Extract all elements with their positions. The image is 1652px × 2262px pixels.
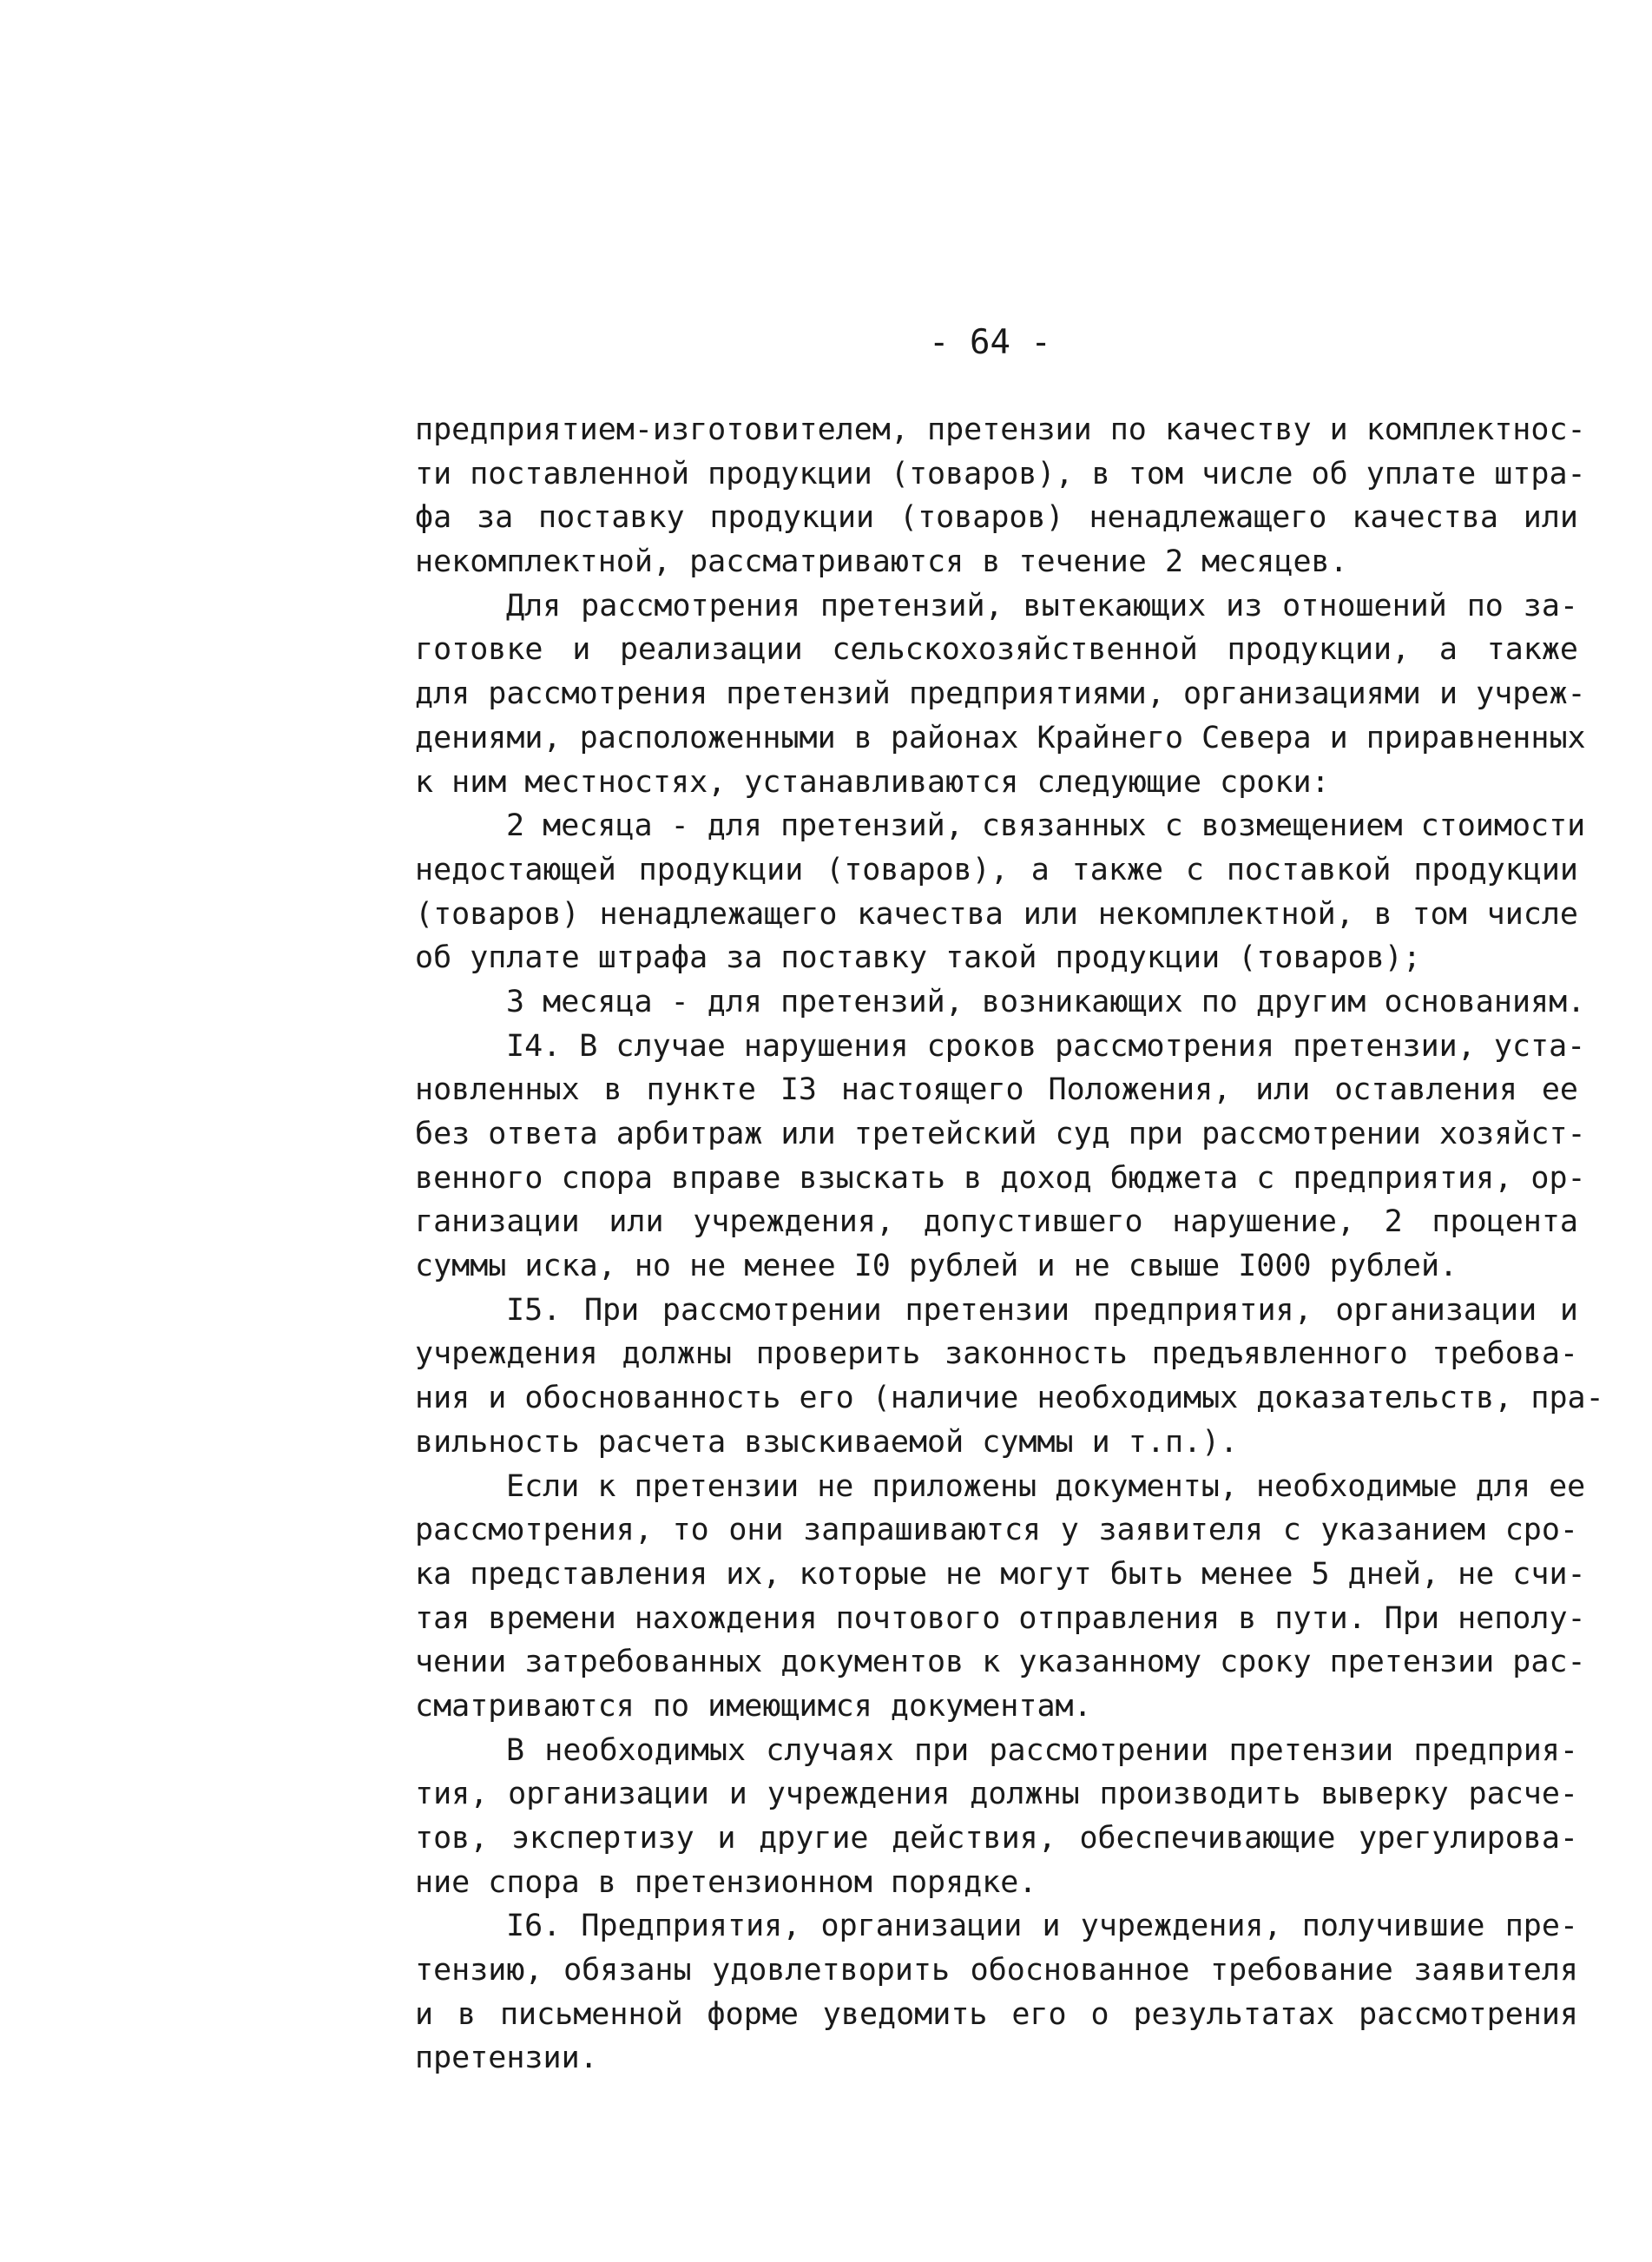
text-line: предприятием-изготовителем, претензии по качеству и комплектнос- <box>415 412 1586 447</box>
text-line: без ответа арбитраж или третейский суд при рассмотрении хозяйст- <box>415 1117 1586 1151</box>
text-line: сматриваются по имеющимся документам. <box>415 1688 1092 1724</box>
text-line: тия, организации и учреждения должны производить выверку расче- <box>415 1777 1578 1812</box>
text-line: тензию, обязаны удовлетворить обоснованное требование заявителя <box>415 1953 1578 1988</box>
page-number: - 64 - <box>929 323 1051 362</box>
text-line: чении затребованных документов к указанному сроку претензии рас- <box>415 1645 1586 1680</box>
text-line: об уплате штрафа за поставку такой продукции (товаров); <box>415 940 1421 976</box>
text-line: и в письменной форме уведомить его о результатах рассмотрения <box>415 1996 1578 2032</box>
text-line: тов, экспертизу и другие действия, обеспечивающие урегулирова- <box>415 1821 1578 1856</box>
text-line: ние спора в претензионном порядке. <box>415 1864 1037 1900</box>
text-line: для рассмотрения претензий предприятиями, организациями и учреж- <box>415 676 1586 712</box>
text-line: претензии. <box>415 2041 598 2076</box>
text-line: готовке и реализации сельскохозяйственной продукции, а также <box>415 632 1578 668</box>
paragraph-first-line: Если к претензии не приложены документы, необходимые для ее <box>506 1468 1586 1504</box>
text-line: ти поставленной продукции (товаров), в том числе об уплате штра- <box>415 456 1586 491</box>
text-line: суммы иска, но не менее I0 рублей и не свыше I000 рублей. <box>415 1249 1458 1284</box>
text-line: учреждения должны проверить законность предъявленного требова- <box>415 1336 1578 1372</box>
section-14-first-line: I4. В случае нарушения сроков рассмотрения претензии, уста- <box>506 1028 1586 1064</box>
text-line: венного спора вправе взыскать в доход бюджета с предприятия, ор- <box>415 1160 1586 1196</box>
text-line: новленных в пункте I3 настоящего Положения, или оставления ее <box>415 1072 1578 1108</box>
section-15-first-line: I5. При рассмотрении претензии предприятия, организации и <box>506 1292 1578 1328</box>
paragraph-first-line: Для рассмотрения претензий, вытекающих из отношений по за- <box>506 588 1578 623</box>
text-line: вильность расчета взыскиваемой суммы и т.п.). <box>415 1424 1239 1460</box>
text-line: дениями, расположенными в районах Крайнего Севера и приравненных <box>415 720 1586 755</box>
text-line: рассмотрения, то они запрашиваются у заявителя с указанием сро- <box>415 1513 1578 1548</box>
text-line: фа за поставку продукции (товаров) ненадлежащего качества или <box>415 500 1578 536</box>
paragraph-first-line: 2 месяца - для претензий, связанных с возмещением стоимости <box>506 808 1586 844</box>
section-16-first-line: I6. Предприятия, организации и учреждения, получившие пре- <box>506 1909 1578 1944</box>
text-line: ганизации или учреждения, допустившего нарушение, 2 процента <box>415 1204 1578 1240</box>
paragraph-first-line: В необходимых случаях при рассмотрении претензии предприя- <box>506 1732 1578 1768</box>
paragraph-first-line: 3 месяца - для претензий, возникающих по другим основаниям. <box>506 984 1586 1019</box>
text-line: к ним местностях, устанавливаются следующие сроки: <box>415 764 1330 800</box>
text-line: некомплектной, рассматриваются в течение 2 месяцев. <box>415 544 1348 580</box>
text-line: недостающей продукции (товаров), а также с поставкой продукции <box>415 852 1578 887</box>
document-body <box>415 408 1604 2081</box>
text-line: ния и обоснованность его (наличие необходимых доказательств, пра- <box>415 1381 1604 1416</box>
text-line: ка представления их, которые не могут быть менее 5 дней, не счи- <box>415 1556 1586 1592</box>
text-line: (товаров) ненадлежащего качества или некомплектной, в том числе <box>415 896 1578 932</box>
text-line: тая времени нахождения почтового отправления в пути. При неполу- <box>415 1600 1586 1636</box>
